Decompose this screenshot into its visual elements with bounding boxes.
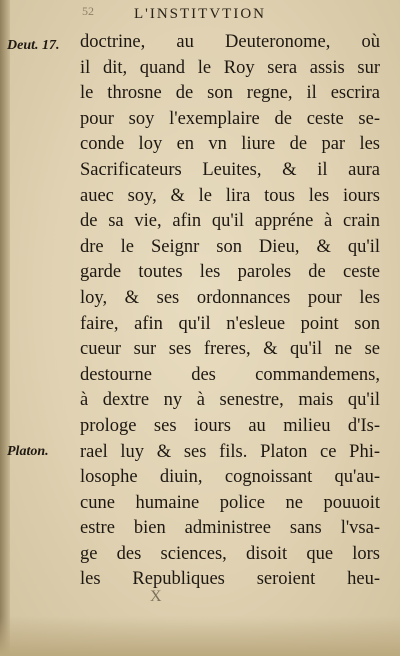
text-line: conde loy en vn liure de par les xyxy=(80,134,380,155)
page-bottom-shadow xyxy=(0,616,400,656)
page-gutter-shadow xyxy=(0,0,10,656)
text-line: estre bien administree sans l'vsa- xyxy=(80,518,380,539)
text-line: le throsne de son regne, il escrira xyxy=(80,83,380,104)
margin-note-deut: Deut. 17. xyxy=(7,38,60,53)
text-line: doctrine, au Deuteronome, où xyxy=(80,32,380,52)
text-line: de sa vie, afin qu'il appréne à crain xyxy=(80,211,380,232)
running-head: L'INSTITVTION xyxy=(133,6,266,22)
text-line: dre le Seignr son Dieu, & qu'il xyxy=(80,236,380,257)
text-line: rael luy & ses fils. Platon ce Phi- xyxy=(80,441,380,462)
text-line: losophe diuin, cognoissant qu'au- xyxy=(80,467,380,488)
body-text xyxy=(80,30,380,593)
text-line: cueur sur ses freres, & qu'il ne se xyxy=(80,339,380,360)
text-line: destourne des commandemens, xyxy=(80,364,380,385)
text-line: ge des sciences, disoit que lors xyxy=(80,543,380,564)
signature-mark: X xyxy=(150,588,162,605)
page-number: 52 xyxy=(82,4,94,18)
text-line: il dit, quand le Roy sera assis sur xyxy=(80,57,380,78)
margin-note-platon: Platon. xyxy=(7,444,49,459)
text-line: auec soy, & le lira tous les iours xyxy=(80,185,380,206)
text-line: garde toutes les paroles de ceste xyxy=(80,262,380,283)
text-line: cune humaine police ne pouuoit xyxy=(80,492,380,513)
text-line: à dextre ny à senestre, mais qu'il xyxy=(80,390,380,411)
text-line: loy, & ses ordonnances pour les xyxy=(80,287,380,308)
text-line: pour soy l'exemplaire de ceste se- xyxy=(80,108,380,129)
text-line: Sacrificateurs Leuites, & il aura xyxy=(80,159,380,180)
text-line: les Republiques seroient heu- xyxy=(80,569,380,590)
text-line: faire, afin qu'il n'esleue point son xyxy=(80,313,380,334)
text-line: prologe ses iours au milieu d'Is- xyxy=(80,415,380,436)
